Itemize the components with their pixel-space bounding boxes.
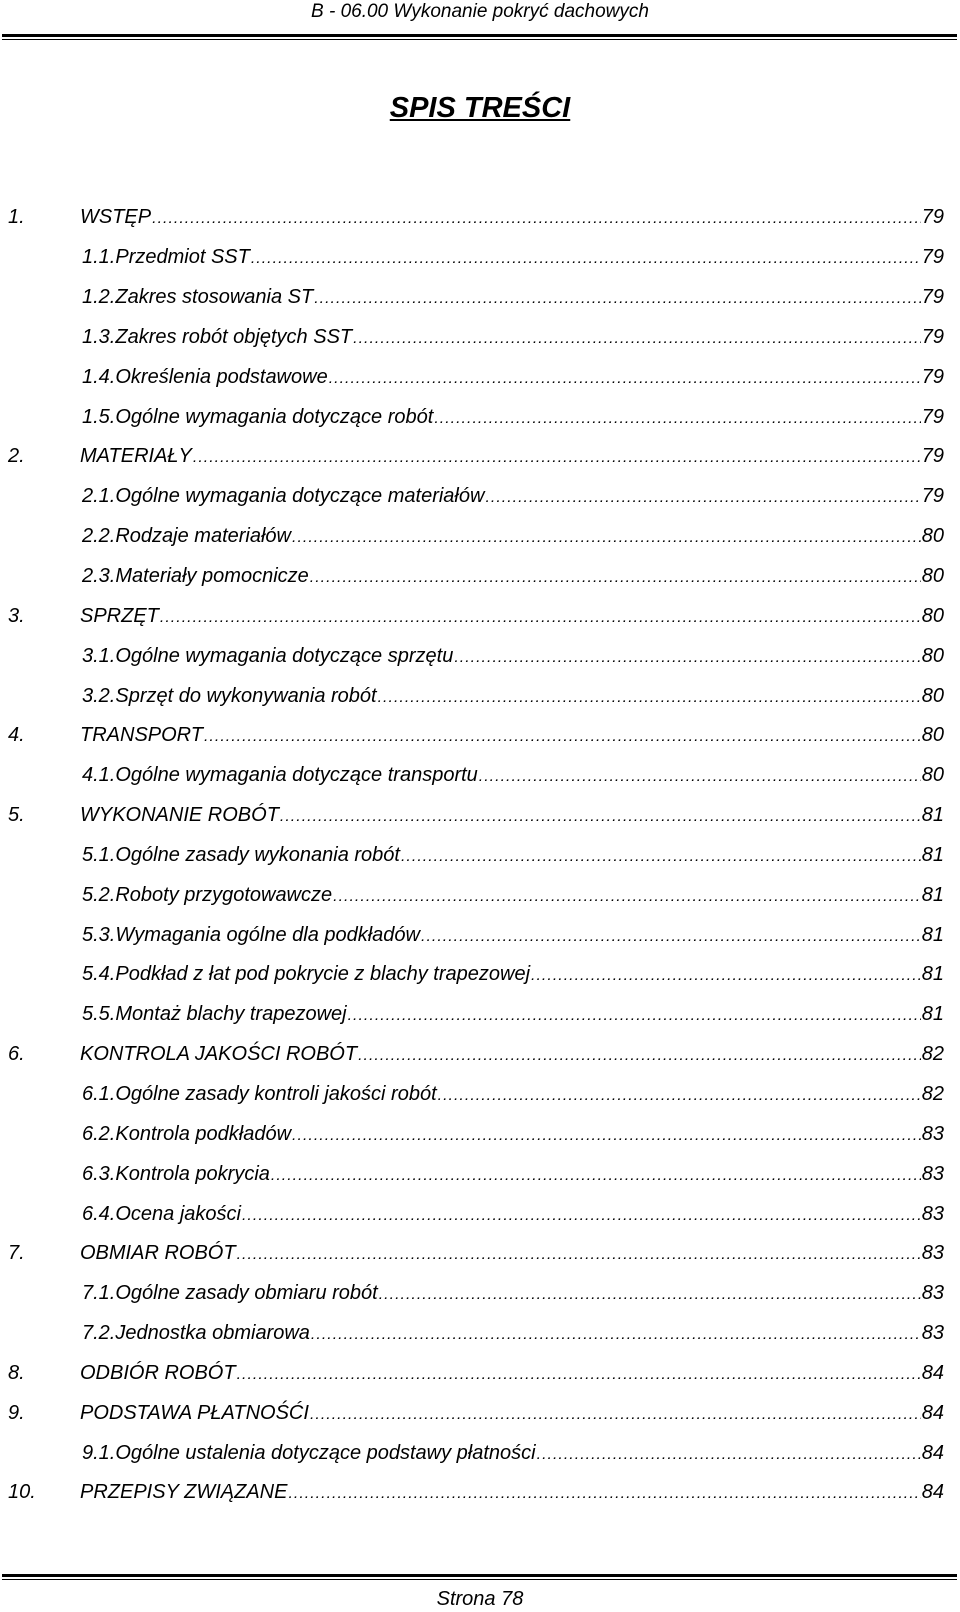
toc-entry[interactable] [0,716,960,756]
toc-entry-number: 4. [8,724,25,747]
toc-entry[interactable] [0,198,960,238]
toc-entry[interactable] [0,1234,960,1274]
toc-entry-label: WSTĘP [80,206,152,229]
toc-entry[interactable] [0,676,960,716]
toc-entry-page: 81 [921,963,944,986]
toc-dot-leader [310,569,921,587]
toc-entry-line [82,1322,944,1345]
toc-entry-line [82,246,944,269]
toc-entry-page: 79 [921,365,944,388]
toc-dot-leader [271,1167,921,1185]
toc-entry-number: 1. [8,206,25,229]
toc-entry-page: 83 [921,1282,944,1305]
toc-entry-line [82,884,944,907]
toc-dot-leader [152,210,921,228]
toc-entry-number: 6. [8,1043,25,1066]
toc-entry-label: 5.3.Wymagania ogólne dla podkładów [82,923,420,946]
toc-entry[interactable] [0,1114,960,1154]
toc-entry-line [80,206,944,229]
toc-entry-line [82,924,944,947]
toc-entry-line [82,1003,944,1026]
toc-entry[interactable] [0,836,960,876]
toc-dot-leader [531,967,921,985]
toc-entry-label: 2.1.Ogólne wymagania dotyczące materiałów [82,485,485,508]
header-divider [2,34,957,40]
toc-entry[interactable] [0,1473,960,1513]
toc-dot-leader [237,1246,921,1264]
toc-entry-line [82,1163,944,1186]
toc-entry-line [82,685,944,708]
toc-entry-page: 81 [921,1003,944,1026]
toc-entry-line [80,605,944,628]
toc-dot-leader [292,1127,921,1145]
toc-entry-page: 83 [921,1122,944,1145]
toc-dot-leader [311,1326,921,1344]
toc-entry-label: 1.2.Zakres stosowania ST [82,286,314,309]
toc-dot-leader [379,1286,921,1304]
toc-entry-label: 4.1.Ogólne wymagania dotyczące transportu [82,764,478,787]
toc-entry-number: 2. [8,445,25,468]
toc-entry[interactable] [0,357,960,397]
toc-entry[interactable] [0,557,960,597]
toc-entry-page: 83 [921,1322,944,1345]
toc-entry-label: TRANSPORT [80,724,203,747]
toc-entry-line [80,724,944,747]
toc-entry-page: 80 [921,684,944,707]
toc-entry-line [80,1402,944,1425]
toc-entry-label: 5.4.Podkład z łat pod pokrycie z blachy trapezowej [82,963,531,986]
toc-dot-leader [479,768,921,786]
toc-entry-label: 2.2.Rodzaje materiałów [82,525,291,548]
toc-entry-page: 82 [921,1082,944,1105]
toc-entry[interactable] [0,1353,960,1393]
toc-entry-line [82,286,944,309]
toc-entry-number: 5. [8,804,25,827]
toc-entry-line [80,1362,944,1385]
toc-entry-label: 1.4.Określenia podstawowe [82,365,328,388]
toc-entry-line [80,804,944,827]
toc-entry[interactable] [0,995,960,1035]
toc-entry-page: 80 [921,644,944,667]
toc-entry-label: 7.2.Jednostka obmiarowa [82,1322,310,1345]
toc-entry-label: 7.1.Ogólne zasady obmiaru robót [82,1282,378,1305]
toc-entry-page: 83 [921,1202,944,1225]
toc-entry-page: 82 [921,1043,944,1066]
toc-entry-line [82,406,944,429]
toc-dot-leader [434,410,920,428]
toc-entry-page: 81 [921,843,944,866]
toc-entry-label: 1.1.Przedmiot SST [82,246,250,269]
toc-entry-line [80,445,944,468]
toc-dot-leader [421,928,921,946]
toc-entry-label: 6.1.Ogólne zasady kontroli jakości robót [82,1082,437,1105]
running-header: B - 06.00 Wykonanie pokryć dachowych [311,1,649,22]
toc-entry-label: KONTROLA JAKOŚCI ROBÓT [80,1043,358,1066]
page-number-footer: Strona 78 [436,1588,524,1610]
toc-entry-label: 5.2.Roboty przygotowawcze [82,883,333,906]
toc-entry-page: 84 [921,1361,944,1384]
toc-entry-label: 3.1.Ogólne wymagania dotyczące sprzętu [82,644,454,667]
toc-entry[interactable] [0,278,960,318]
toc-entry-page: 80 [921,764,944,787]
toc-dot-leader [160,609,921,627]
toc-entry-label: OBMIAR ROBÓT [80,1242,236,1265]
toc-dot-leader [537,1446,921,1464]
toc-entry-label: 5.1.Ogólne zasady wykonania robót [82,843,400,866]
toc-entry-page: 81 [921,883,944,906]
toc-entry-line [82,1203,944,1226]
page-title: SPIS TREŚCI [389,92,571,124]
toc-dot-leader [333,888,921,906]
toc-entry[interactable] [0,1314,960,1354]
toc-entry-page: 80 [921,604,944,627]
toc-entry-line [82,1282,944,1305]
toc-entry[interactable] [0,796,960,836]
table-of-contents [0,198,960,1513]
toc-dot-leader [353,330,921,348]
toc-entry[interactable] [0,1154,960,1194]
toc-entry-number: 8. [8,1361,25,1384]
toc-entry-line [80,1242,944,1265]
toc-dot-leader [348,1007,921,1025]
toc-entry-line [82,1083,944,1106]
toc-dot-leader [454,649,920,667]
toc-entry-line [82,963,944,986]
toc-dot-leader [242,1207,921,1225]
toc-dot-leader [378,689,921,707]
toc-dot-leader [438,1087,921,1105]
toc-entry-label: 3.2.Sprzęt do wykonywania robót [82,684,377,707]
toc-entry-label: MATERIAŁY [80,445,192,468]
toc-entry-label: ODBIÓR ROBÓT [80,1361,236,1384]
toc-entry-line [82,366,944,389]
toc-entry-label: PODSTAWA PŁATNOŚĆI [80,1401,309,1424]
toc-entry[interactable] [0,875,960,915]
toc-dot-leader [314,290,921,308]
toc-entry[interactable] [0,437,960,477]
toc-entry[interactable] [0,238,960,278]
toc-entry-line [80,1043,944,1066]
toc-entry[interactable] [0,756,960,796]
toc-dot-leader [310,1406,921,1424]
toc-entry-number: 10. [8,1481,36,1504]
toc-entry-page: 83 [921,1242,944,1265]
toc-dot-leader [485,489,920,507]
toc-entry-label: 6.2.Kontrola podkładów [82,1122,292,1145]
toc-entry-line [82,525,944,548]
toc-entry-page: 79 [921,206,944,229]
toc-dot-leader [237,1366,921,1384]
toc-entry-page: 79 [921,485,944,508]
toc-entry-label: SPRZĘT [80,604,159,627]
toc-dot-leader [358,1047,921,1065]
toc-entry[interactable] [0,596,960,636]
toc-entry-label: PRZEPISY ZWIĄZANE [80,1481,288,1504]
toc-entry[interactable] [0,1393,960,1433]
toc-entry-line [82,1123,944,1146]
toc-dot-leader [288,1485,920,1503]
toc-entry-page: 81 [921,923,944,946]
toc-entry[interactable] [0,1035,960,1075]
toc-entry-page: 80 [921,724,944,747]
toc-entry-line [82,1442,944,1465]
toc-entry-page: 84 [921,1441,944,1464]
toc-entry-label: 2.3.Materiały pomocnicze [82,565,309,588]
toc-dot-leader [401,848,921,866]
footer-divider [2,1574,957,1580]
toc-entry-label: 9.1.Ogólne ustalenia dotyczące podstawy płatności [82,1441,536,1464]
toc-entry-line [82,764,944,787]
toc-entry-page: 81 [921,804,944,827]
toc-entry[interactable] [0,1274,960,1314]
toc-entry-line [82,485,944,508]
toc-entry-page: 80 [921,525,944,548]
toc-entry-page: 79 [921,286,944,309]
toc-entry[interactable] [0,1433,960,1473]
toc-entry[interactable] [0,1075,960,1115]
toc-dot-leader [251,250,921,268]
toc-dot-leader [193,449,921,467]
toc-entry-label: 6.4.Ocena jakości [82,1202,241,1225]
toc-entry-label: 1.5.Ogólne wymagania dotyczące robót [82,405,434,428]
toc-entry[interactable] [0,397,960,437]
toc-entry-label: 1.3.Zakres robót objętych SST [82,325,353,348]
toc-entry[interactable] [0,477,960,517]
toc-entry-line [82,645,944,668]
toc-entry[interactable] [0,318,960,358]
toc-entry[interactable] [0,517,960,557]
toc-entry-page: 79 [921,246,944,269]
toc-entry-page: 84 [921,1401,944,1424]
toc-entry-page: 80 [921,565,944,588]
toc-entry[interactable] [0,915,960,955]
toc-entry-number: 9. [8,1401,25,1424]
toc-entry-label: WYKONANIE ROBÓT [80,804,279,827]
toc-entry-number: 3. [8,604,25,627]
toc-dot-leader [292,529,921,547]
toc-entry-line [82,565,944,588]
toc-entry-label: 6.3.Kontrola pokrycia [82,1162,270,1185]
toc-entry-number: 7. [8,1242,25,1265]
toc-entry-page: 79 [921,445,944,468]
toc-entry[interactable] [0,1194,960,1234]
toc-entry-page: 79 [921,405,944,428]
toc-dot-leader [204,728,921,746]
toc-entry-page: 79 [921,325,944,348]
toc-entry-label: 5.5.Montaż blachy trapezowej [82,1003,347,1026]
toc-entry[interactable] [0,955,960,995]
toc-entry-page: 83 [921,1162,944,1185]
toc-entry[interactable] [0,636,960,676]
toc-entry-line [82,326,944,349]
toc-entry-line [80,1481,944,1504]
toc-dot-leader [280,808,921,826]
toc-dot-leader [329,370,921,388]
toc-entry-page: 84 [921,1481,944,1504]
toc-entry-line [82,844,944,867]
